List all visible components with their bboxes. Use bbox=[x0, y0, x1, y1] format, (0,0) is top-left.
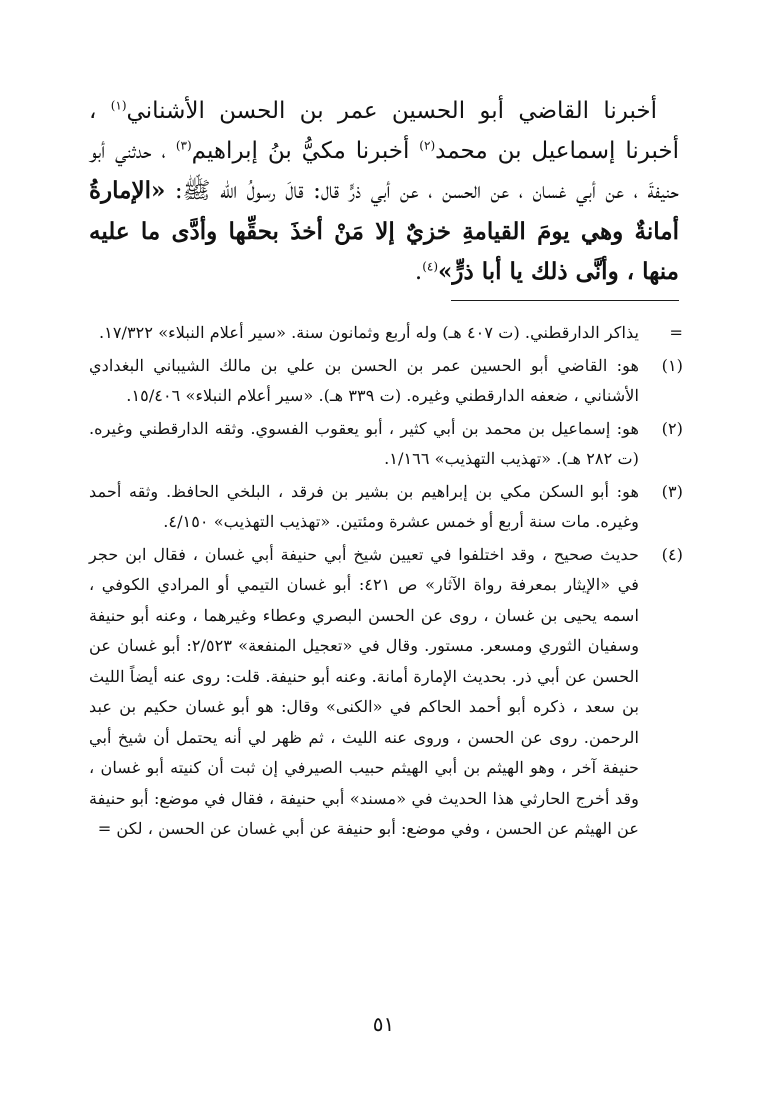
footnote-1 bbox=[89, 351, 683, 412]
footnote-ref-2[interactable]: (٢) bbox=[419, 137, 436, 152]
footnote-text: حديث صحيح ، وقد اختلفوا في تعيين شيخ أبي حنيفة أبي غسان ، فقال ابن حجر في «الإيثار بمعرفة رواة الآثار» ص ٤٢١: أبو غسان التيمي أو المرادي الكوفي ، اسمه يحيى بن غسان ، روى عن الحسن البصري وعطاء وغيرهما ، وعنه أبو حنيفة وسفيان الثوري ومسعر. مستور. وقال في «تعجيل المنفعة» ٢/٥٢٣: أبو غسان عن الحسن عن أبي ذر. بحديث الإمارة أمانة. وعنه أبو حنيفة. قلت: روى عنه أيضاً الليث بن سعد ، ذكره أبو أحمد الحاكم في «الكنى» وقال: هو أبو غسان حكيم بن عبد الرحمن. روى عن الحسن ، وروى عنه الليث ، ثم ظهر لي أنه يحتمل أن شيخ أبي حنيفة آخر ، وهو الهيثم بن أبي الهيثم حبيب الصيرفي إن ثبت أن كنيته أبو غسان ، وقد أخرج الحارثي هذا الحديث في «مسند» أبي حنيفة ، فقال في موضع: أبو حنيفة عن الهيثم عن الحسن ، وفي موضع: أبو حنيفة عن أبي غسان عن الحسن ، لكن = bbox=[89, 544, 640, 838]
footnote-mark: (٤) bbox=[661, 544, 683, 564]
footnote-4 bbox=[89, 540, 683, 845]
footnote-mark: (٢) bbox=[661, 418, 683, 438]
footnote-separator bbox=[451, 300, 679, 301]
paragraph-end: . bbox=[414, 259, 423, 285]
isnad-part-3: أخبرنا مكيُّ بنُ إبراهيم bbox=[191, 137, 420, 164]
footnote-text: هو: أبو السكن مكي بن إبراهيم بن بشير بن فرقد ، البلخي الحافظ. وثقه أحمد وغيره. مات سنة أربع أو خمس عشرة ومئتين. «تهذيب التهذيب» ٤/١٥٠. bbox=[89, 481, 639, 531]
footnote-text: يذاكر الدارقطني. (ت ٤٠٧ هـ) وله أربع وثمانون سنة. «سير أعلام النبلاء» ١٧/٣٢٢. bbox=[98, 323, 639, 342]
footnote-continuation bbox=[89, 318, 683, 349]
footnote-ref-4[interactable]: (٤) bbox=[422, 259, 439, 274]
footnote-2 bbox=[89, 414, 683, 475]
page-number: ٥١ bbox=[372, 1012, 395, 1036]
footnote-text: هو: إسماعيل بن محمد بن أبي كثير ، أبو يعقوب الفسوي. وثقه الدارقطني وغيره. (ت ٢٨٢ هـ). «تهذيب التهذيب» ١/١٦٦. bbox=[89, 418, 639, 468]
footnote-text: هو: القاضي أبو الحسين عمر بن الحسن بن علي بن مالك الشيباني البغدادي الأشناني ، ضعفه الدارقطني وغيره. (ت ٣٣٩ هـ). «سير أعلام النبلاء» ١٥/٤٠٦. bbox=[89, 355, 639, 405]
footnote-mark: (٣) bbox=[661, 481, 683, 501]
isnad-part-2: ، أخبرنا إسماعيل بن محمد bbox=[89, 98, 679, 164]
hadith-paragraph bbox=[89, 92, 679, 293]
footnotes bbox=[89, 318, 683, 847]
footnote-3 bbox=[89, 477, 683, 538]
footnote-mark: = bbox=[669, 323, 683, 342]
isnad-part-1: أخبرنا القاضي أبو الحسين عمر بن الحسن الأشناني bbox=[126, 98, 657, 124]
footnote-ref-1[interactable]: (١) bbox=[110, 98, 127, 113]
footnote-mark: (١) bbox=[661, 355, 683, 375]
isnad-part-4: ، حدثني أبو حنيفةَ ، عن أبي غسان ، عن الحسن ، عن أبي ذرٍّ قال: قالَ رسولُ الله ﷺ: bbox=[89, 137, 679, 204]
hadith-text: «الإمارةُ أمانةٌ وهي يومَ القيامةِ خزيٌ إلا مَنْ أخذَ بحقِّها وأدَّى ما عليه منها ، وأنَّى ذلك يا أبا ذرٍّ» bbox=[89, 177, 679, 285]
footnote-ref-3[interactable]: (٣) bbox=[175, 137, 192, 152]
